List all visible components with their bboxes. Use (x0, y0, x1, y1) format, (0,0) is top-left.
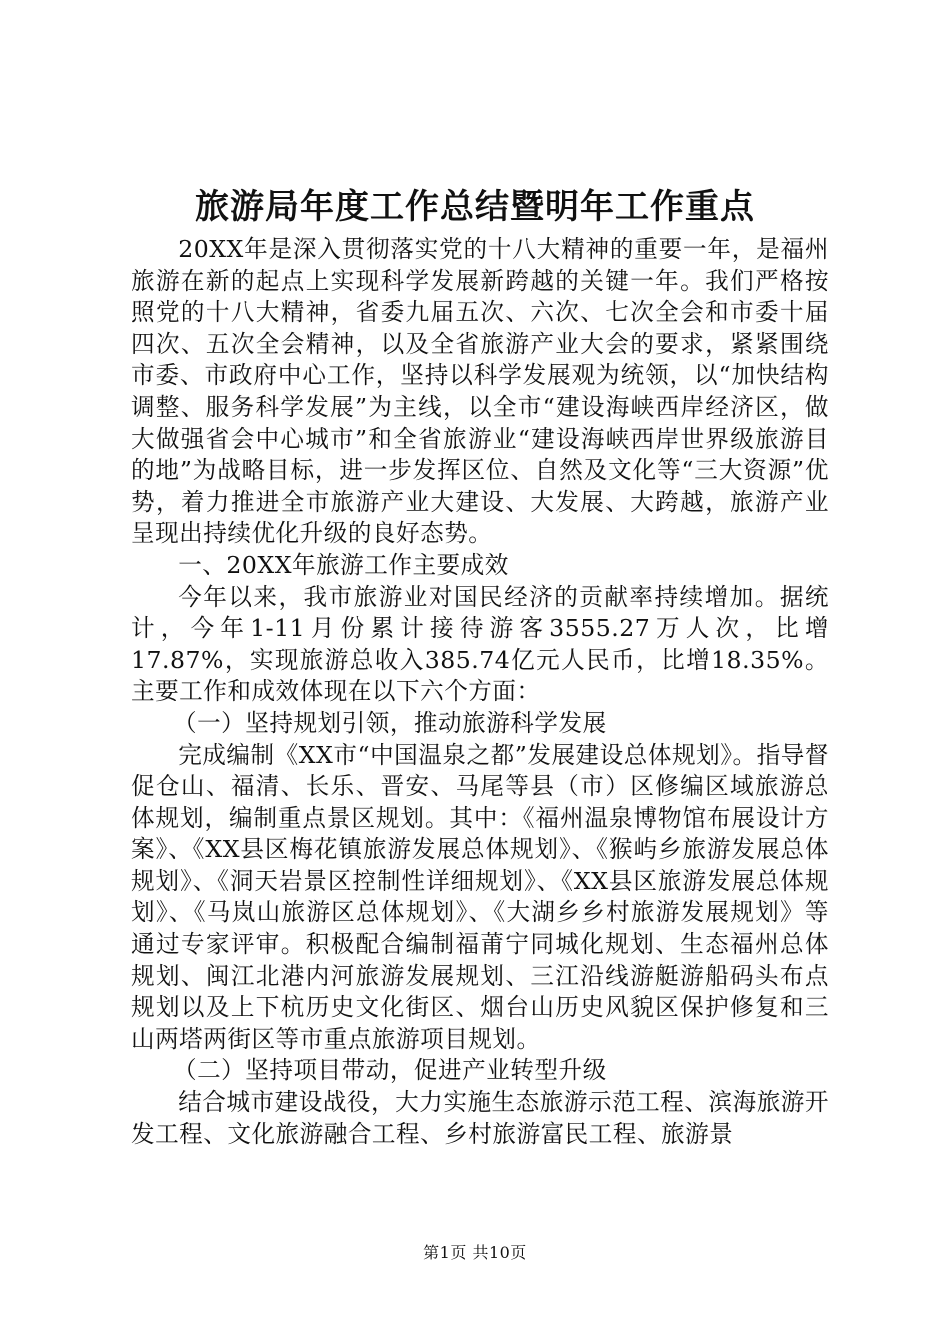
page-footer: 第1页 共10页 (423, 1243, 527, 1262)
subsection-heading-planning: （一）坚持规划引领，推动旅游科学发展 (173, 708, 607, 737)
subsection-heading-projects: （二）坚持项目带动，促进产业转型升级 (173, 1056, 607, 1085)
document-body (131, 234, 829, 1150)
planning-paragraph: 完成编制《XX市“中国温泉之都”发展建设总体规划》。指导督促仓山、福清、长乐、晋安、马尾等县（市）区修编区域旅游总体规划，编制重点景区规划。其中：《福州温泉博物馆布展设计方案》、《XX县区梅花镇旅游发展总体规划》、《猴屿乡旅游发展总体规划》、《洞天岩景区控制性详细规划》、《XX县区旅游发展总体规划》、《马岚山旅游区总体规划》、《大湖乡乡村旅游发展规划》等通过专家评审。积极配合编制福莆宁同城化规划、生态福州总体规划、闽江北港内河旅游发展规划、三江沿线游艇游船码头布点规划以及上下杭历史文化街区、烟台山历史风貌区保护修复和三山两塔两街区等市重点旅游项目规划。 (131, 740, 829, 1053)
achievements-paragraph: 今年以来，我市旅游业对国民经济的贡献率持续增加。据统计，今年1-11月份累计接待游客3555.27万人次，比增17.87%，实现旅游总收入385.74亿元人民币，比增18.35%。主要工作和成效体现在以下六个方面： (131, 582, 829, 706)
intro-paragraph: 20XX年是深入贯彻落实党的十八大精神的重要一年，是福州旅游在新的起点上实现科学发展新跨越的关键一年。我们严格按照党的十八大精神，省委九届五次、六次、七次全会和市委十届四次、五次全会精神，以及全省旅游产业大会的要求，紧紧围绕市委、市政府中心工作，坚持以科学发展观为统领，以“加快结构调整、服务科学发展”为主线，以全市“建设海峡西岸经济区，做大做强省会中心城市”和全省旅游业“建设海峡西岸世界级旅游目的地”为战略目标，进一步发挥区位、自然及文化等“三大资源”优势，着力推进全市旅游产业大建设、大发展、大跨越，旅游产业呈现出持续优化升级的良好态势。 (131, 235, 829, 548)
document-title: 旅游局年度工作总结暨明年工作重点 (195, 187, 755, 227)
section-heading-achievements: 一、20XX年旅游工作主要成效 (178, 550, 509, 579)
projects-paragraph: 结合城市建设战役，大力实施生态旅游示范工程、滨海旅游开发工程、文化旅游融合工程、乡村旅游富民工程、旅游景 (131, 1088, 829, 1148)
